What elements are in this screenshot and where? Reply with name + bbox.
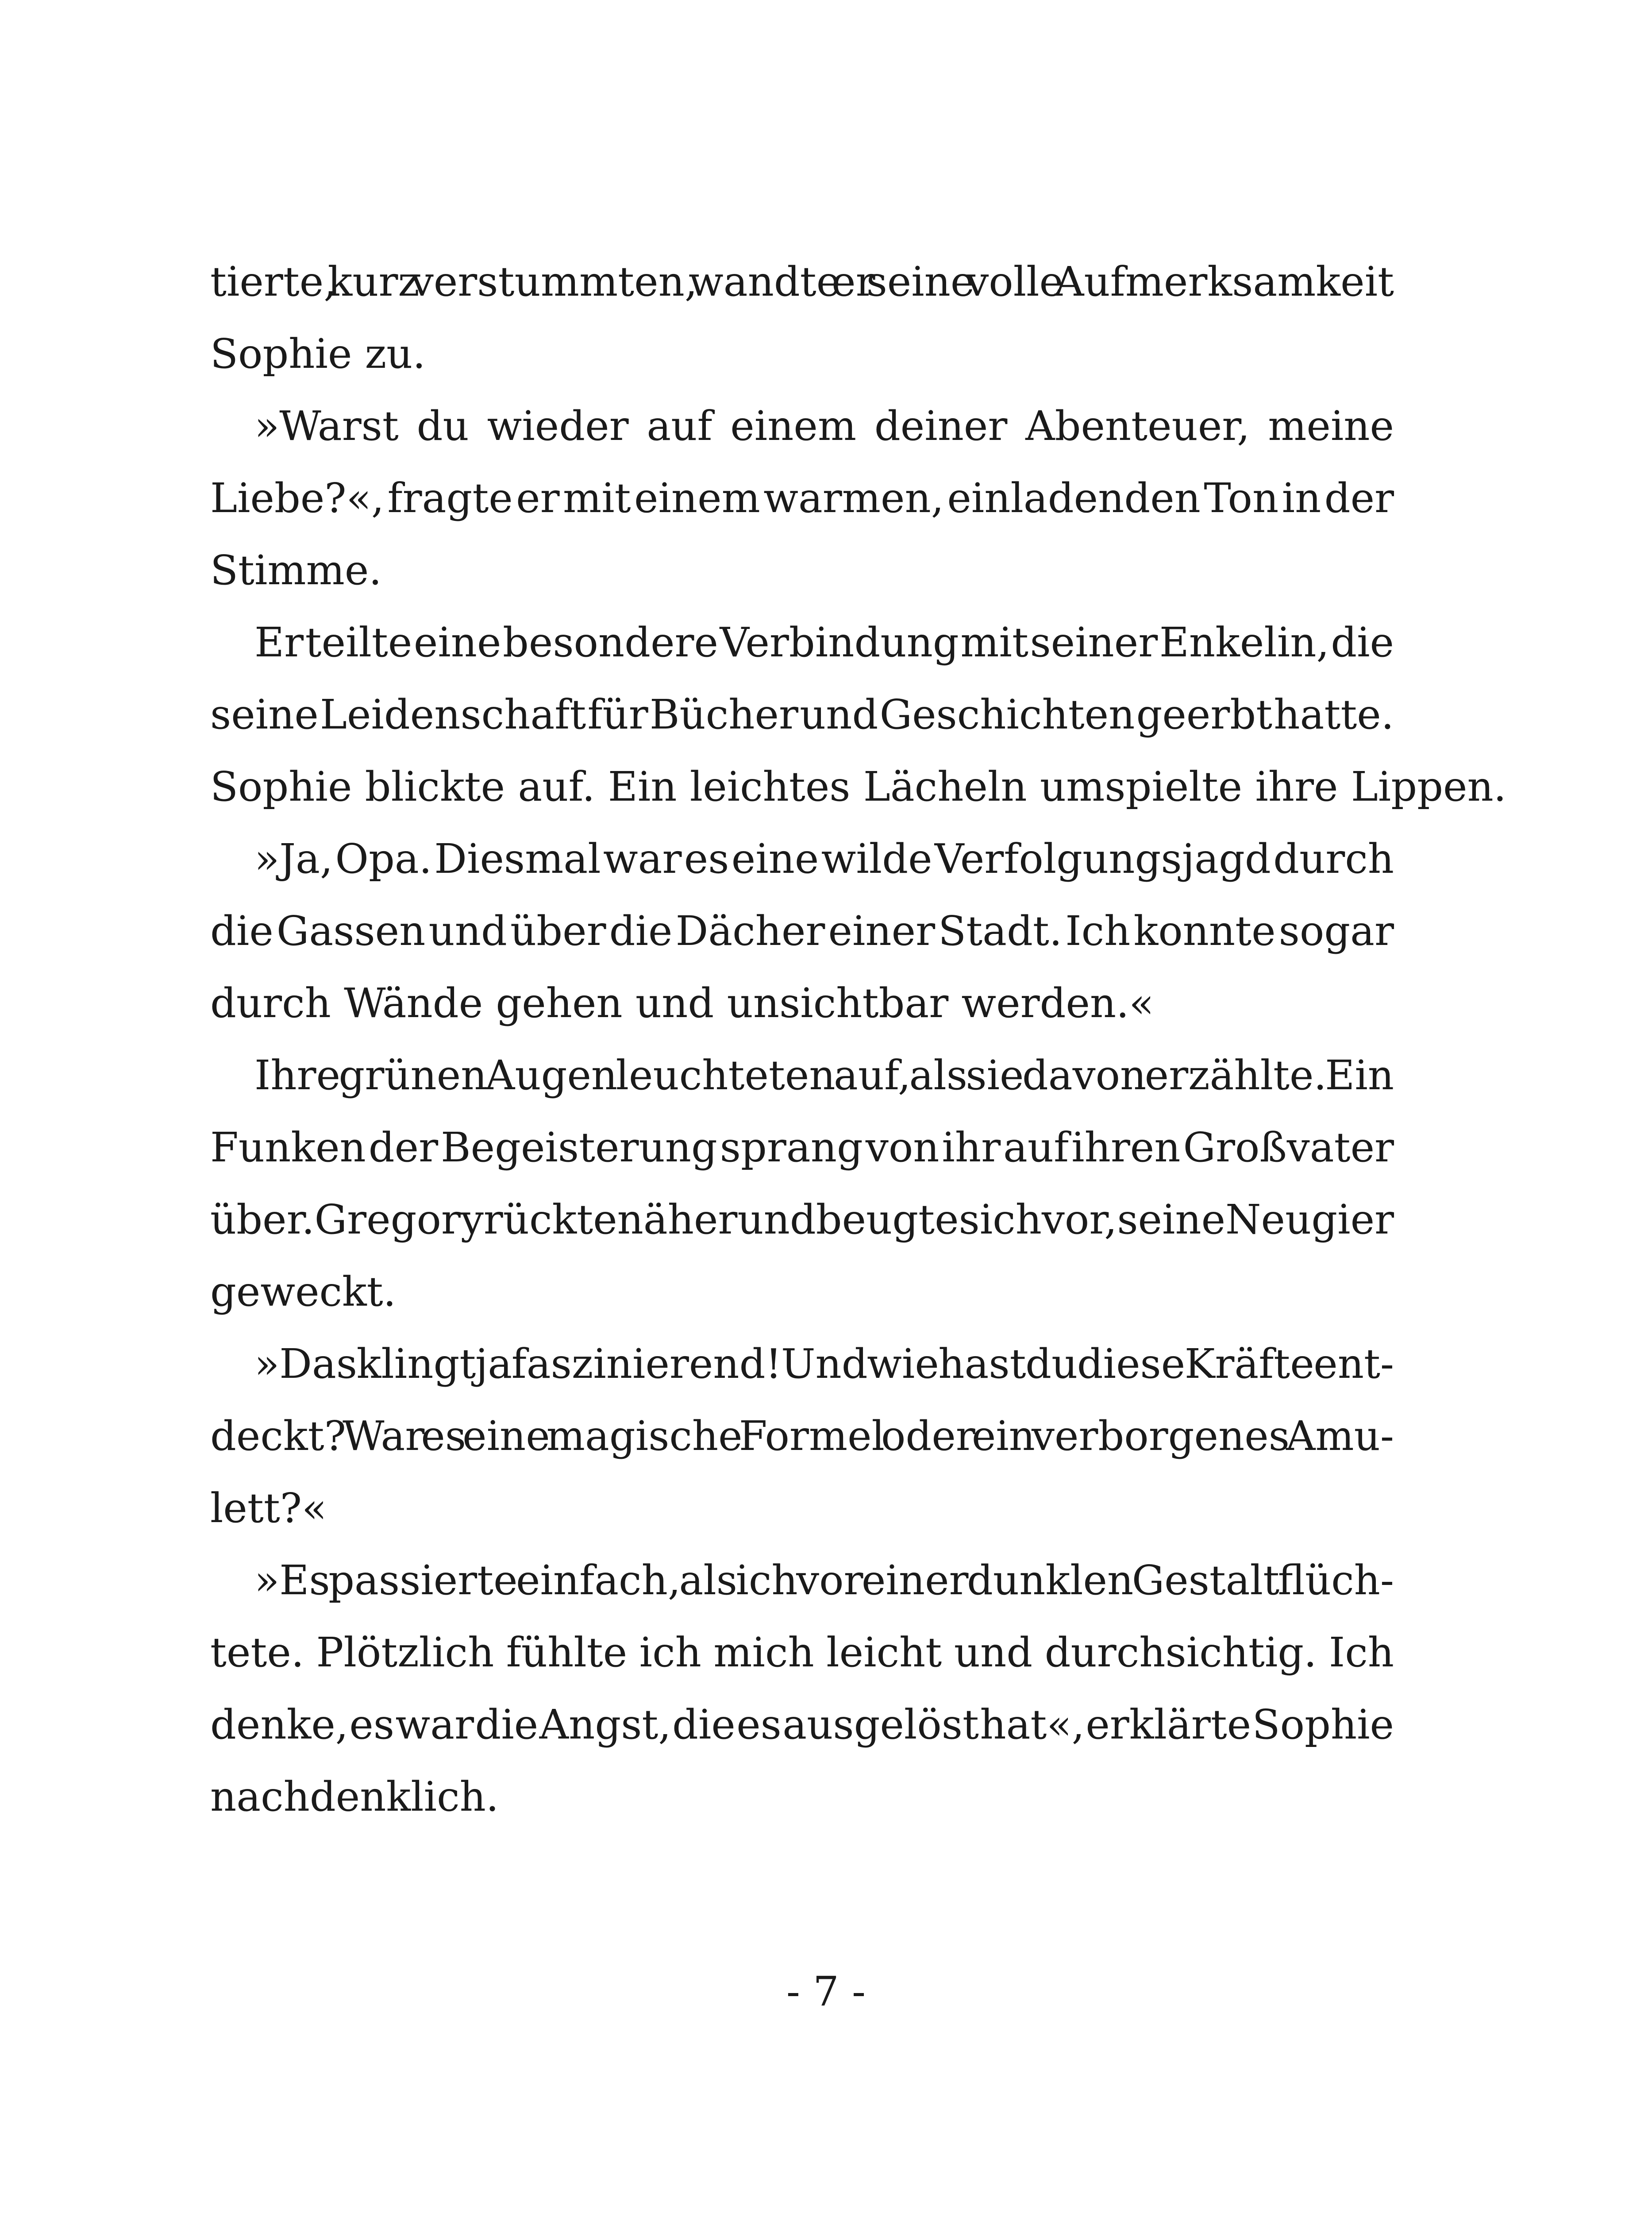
text-line: Ihre grünen Augen leuchteten auf, als sie davon erzählte. Ein <box>254 1052 1394 1099</box>
text-line: Funken der Begeisterung sprang von ihr auf ihren Großvater <box>210 1124 1394 1171</box>
text-line: die Gassen und über die Dächer einer Stadt. Ich konnte sogar <box>210 907 1394 955</box>
text-line: Er teilte eine besondere Verbindung mit seiner Enkelin, die <box>254 619 1394 666</box>
text-line: geweckt. <box>210 1268 397 1315</box>
text-line: Sophie zu. <box>210 330 426 378</box>
page-number: - 7 - <box>786 1968 866 2015</box>
text-line: »Warst du wieder auf einem deiner Abenteuer, meine <box>254 402 1394 450</box>
text-line: Liebe?«, fragte er mit einem warmen, einladenden Ton in der <box>210 474 1394 522</box>
text-line: tete. Plötzlich fühlte ich mich leicht und durchsichtig. Ich <box>210 1629 1394 1676</box>
text-line: lett?« <box>210 1484 327 1532</box>
text-line: »Das klingt ja faszinierend! Und wie hast du diese Kräfte ent- <box>254 1340 1394 1388</box>
body-text <box>210 246 1506 1833</box>
text-line: tierte, kurz verstummten, wandte er seine volle Aufmerksamkeit <box>210 258 1394 305</box>
text-line: nachdenklich. <box>210 1773 499 1820</box>
text-line: Sophie blickte auf. Ein leichtes Lächeln umspielte ihre Lippen. <box>210 763 1506 810</box>
text-line: »Ja, Opa. Diesmal war es eine wilde Verfolgungsjagd durch <box>254 835 1394 883</box>
text-line: »Es passierte einfach, als ich vor einer dunklen Gestalt flüch- <box>254 1557 1394 1604</box>
text-line: deckt? War es eine magische Formel oder ein verborgenes Amu- <box>210 1412 1394 1460</box>
text-line: durch Wände gehen und unsichtbar werden.« <box>210 979 1154 1027</box>
text-line: über. Gregory rückte näher und beugte sich vor, seine Neugier <box>210 1196 1394 1243</box>
text-line: Stimme. <box>210 547 382 594</box>
text-line: denke, es war die Angst, die es ausgelöst hat«, erklärte Sophie <box>210 1701 1394 1748</box>
text-line: seine Leidenschaft für Bücher und Geschichten geerbt hatte. <box>210 691 1394 738</box>
